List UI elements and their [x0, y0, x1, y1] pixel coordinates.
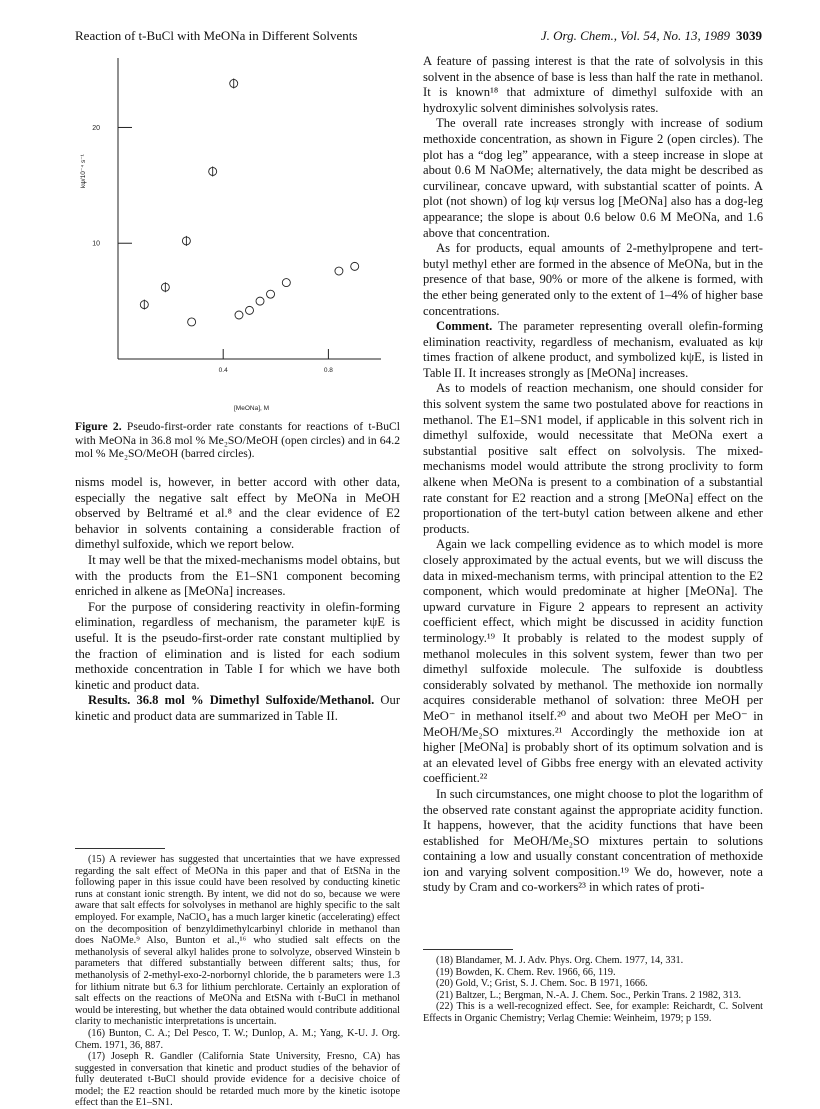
open-circle-point	[188, 318, 196, 326]
figure-2	[75, 50, 405, 380]
footnotes-left	[75, 854, 400, 1109]
paragraph: As to models of reaction mechanism, one should consider for this solvent system the same two postulated above for reactions in methanol. The E1–SN1 model, if applicable in this solvent rich in dimethyl sulfoxide, would necessitate that MeONa exert a substantial positive salt effect on solvolysis. The mixed-mechanisms model would attribute the strong proclivity to form alkene when MeONa is present to a combination of a substantial rate constant for E2 reaction and a strong [MeONa] effect on the proportionation of the tert-butyl cation between alkene and ether products.	[423, 381, 763, 536]
running-header-journal	[541, 28, 762, 44]
footnote: (17) Joseph R. Gandler (California State University, Fresno, CA) has suggested in conversation that kinetic and product studies of the behavior of fully deuterated t-BuCl should provide evidence for a decisive choice of model; the E2 reaction should be retarded much more by the kinetic isotope effect than the E1–SN1.	[75, 1051, 400, 1109]
open-circle-point	[256, 297, 264, 305]
comment-paragraph: Comment. The parameter representing overall olefin-forming elimination reactivity, regardless of mechanism, evaluated as kψ times fraction of alkene product, and symbolized kψE, is listed in Table II. It increases strongly as [MeONa] increases.	[423, 319, 763, 380]
footnote: (21) Baltzer, L.; Bergman, N.-A. J. Chem. Soc., Perkin Trans. 2 1982, 313.	[436, 989, 742, 1001]
open-circle-point	[282, 279, 290, 287]
footnote: (19) Bowden, K. Chem. Rev. 1966, 66, 119.	[436, 966, 616, 978]
running-header-title: Reaction of t-BuCl with MeONa in Different Solvents	[75, 28, 358, 43]
footnotes-right	[423, 955, 763, 1025]
footnote: (15) A reviewer has suggested that uncertainties that we have expressed regarding the salt effect of MeONa in this paper and that of EtSNa in the following paper in this issue could have been resolved by conducting kinetic runs at constant ionic strength. By intent, we did not do so, because we were aware that salt effects for solvolyses in methanol are highly specific to the salt employed. For example, NaClO₄ has a much larger kinetic (accelerating) effect on the decomposition of benzyldimethylcarbinyl chloride in methanol than does NaOMe.⁹ Also, Bunton et al.,¹⁶ who studied salt effects on the methanolysis of several alkyl halides prone to solvolyze, observed Winstein b parameters that differed substantially between different salts; thus, for methanolysis of 2-methyl-exo-2-norbornyl chloride, the b parameters were 1.3 for lithium nitrate but 6.3 for lithium perchlorate. Certainly an exploration of salt effects on the reactions of MeONa and EtSNa with t-BuCl in methanol would be interesting, but whether the data obtained would contribute additional clarity to mechanistic interpretations is uncertain.	[75, 854, 400, 1028]
footnote: (22) This is a well-recognized effect. See, for example: Reichardt, C. Solvent Effects in Organic Chemistry; Verlag Chemie: Weinheim, 1979; p 159.	[423, 1001, 763, 1024]
open-circle-point	[335, 267, 343, 275]
footnote: (16) Bunton, C. A.; Del Pesco, T. W.; Dunlop, A. M.; Yang, K-U. J. Org. Chem. 1971, 36, 887.	[75, 1027, 400, 1051]
paragraph: Again we lack compelling evidence as to which model is more closely approximated by the actual events, but we will discuss the data in mixed-mechanism terms, with principal attention to the E2 component, which would predominate at higher [MeONa]. The upward curvature in Figure 2 appears to represent an activity coefficient effect, which might be discussed in acidity function terminology.¹⁹ It probably is related to the modest supply of methanol molecules in this solvent system, fewer than two per dimethyl sulfoxide molecule. The sulfoxide is doubtless considerably solvated by methanol. The methoxide ion normally acquires considerable methanol of solvation: three MeOH per MeO⁻ in methanol itself.²⁰ and about two MeOH per MeO⁻ in MeOH/Me₂SO mixtures.²¹ Accordingly the methoxide ion at higher [MeONa] is probably short of its optimum solvation and is at an elevated level of Gibbs free energy with an elevated activity coefficient.²²	[423, 537, 763, 786]
comment-heading: Comment.	[436, 319, 493, 334]
paragraph: The overall rate increases strongly with increase of sodium methoxide concentration, as shown in Figure 2 (open circles). The plot has a “dog leg” appearance, with a steep increase in slope at about 0.6 M NaOMe; alternatively, the data might be described as curvilinear, concave upward, with substantial scatter of points. A plot (not shown) of log kψ versus log [MeONa] also has a dog-leg appearance; the slope is about 0.6 below 0.6 M MeONa, and 1.6 above that concentration.	[423, 116, 763, 240]
x-tick-label: 0.4	[218, 367, 228, 374]
open-circle-point	[235, 311, 243, 319]
y-axis-label: kψ/10⁻⁴ s⁻¹	[80, 154, 87, 188]
results-heading: Results. 36.8 mol % Dimethyl Sulfoxide/Methanol.	[88, 693, 375, 708]
open-circle-point	[246, 306, 254, 314]
footnote-rule-left	[75, 848, 165, 849]
caption-label: Figure 2.	[75, 420, 122, 433]
x-axis-label: [MeONa], M	[234, 405, 270, 412]
results-paragraph: Results. 36.8 mol % Dimethyl Sulfoxide/Methanol. Our kinetic and product data are summarized in Table II.	[75, 693, 401, 723]
open-circle-point	[351, 262, 359, 270]
paragraph: For the purpose of considering reactivity in olefin-forming elimination, regardless of mechanism, the parameter kψE is useful. It is the pseudo-first-order rate constant multiplied by the fraction of elimination and is listed for each sodium methoxide concentration in Table I for which we have both kinetic and product data.	[75, 599, 400, 692]
journal-citation: J. Org. Chem., Vol. 54, No. 13, 1989	[540, 28, 730, 43]
y-tick-label: 10	[92, 240, 100, 248]
paragraph: A feature of passing interest is that the rate of solvolysis in this solvent in the absence of base is less than half the rate in methanol. It is known¹⁸ that admixture of dimethyl sulfoxide with an hydroxylic solvent diminishes solvolysis rates.	[423, 54, 763, 115]
page-number: 3039	[736, 28, 762, 43]
paragraph: As for products, equal amounts of 2-methylpropene and tert-butyl methyl ether are formed in the absence of MeONa, but in the presence of that base, 90% or more of the alkene is formed, with the ether being generated only to the extent of 1–4% of higher base concentrations.	[423, 241, 763, 318]
paragraph: nisms model is, however, in better accord with other data, especially the negative salt effect by MeONa in MeOH observed by Beltramé et al.⁸ and the clear evidence of E2 behavior in solvents containing a considerable fraction of dimethyl sulfoxide, which we report below.	[75, 475, 400, 552]
right-column	[423, 54, 763, 896]
paragraph: It may well be that the mixed-mechanisms model obtains, but with the products from the E1–SN1 component becoming enriched in alkene as [MeONa] increases.	[75, 552, 400, 599]
figure-2-plot	[75, 50, 405, 380]
paragraph: In such circumstances, one might choose to plot the logarithm of the observed rate constant against the appropriate acidity function. It happens, however, that the acidity functions that have been established for MeOH/Me₂SO mixtures pertain to solutions containing a low and usually constant concentration of methoxide ion and varying solvent composition.¹⁹ We do, however, note a study by Cram and co-workers²³ in which rates of proti-	[423, 786, 763, 895]
x-tick-label: 0.8	[323, 367, 333, 374]
footnote-rule-right	[423, 949, 513, 950]
footnote: (18) Blandamer, M. J. Adv. Phys. Org. Chem. 1977, 14, 331.	[436, 955, 684, 966]
y-tick-label: 20	[92, 124, 100, 132]
figure-caption	[75, 420, 400, 461]
caption-text: Pseudo-first-order rate constants for reactions of t-BuCl with MeONa in 36.8 mol % Me₂SO/MeOH (open circles) and in 64.2 mol % Me₂SO/MeOH (barred circles).	[75, 420, 400, 461]
left-column	[75, 475, 400, 725]
footnote: (20) Gold, V.; Grist, S. J. Chem. Soc. B 1971, 1666.	[436, 978, 648, 990]
open-circle-point	[267, 290, 275, 298]
